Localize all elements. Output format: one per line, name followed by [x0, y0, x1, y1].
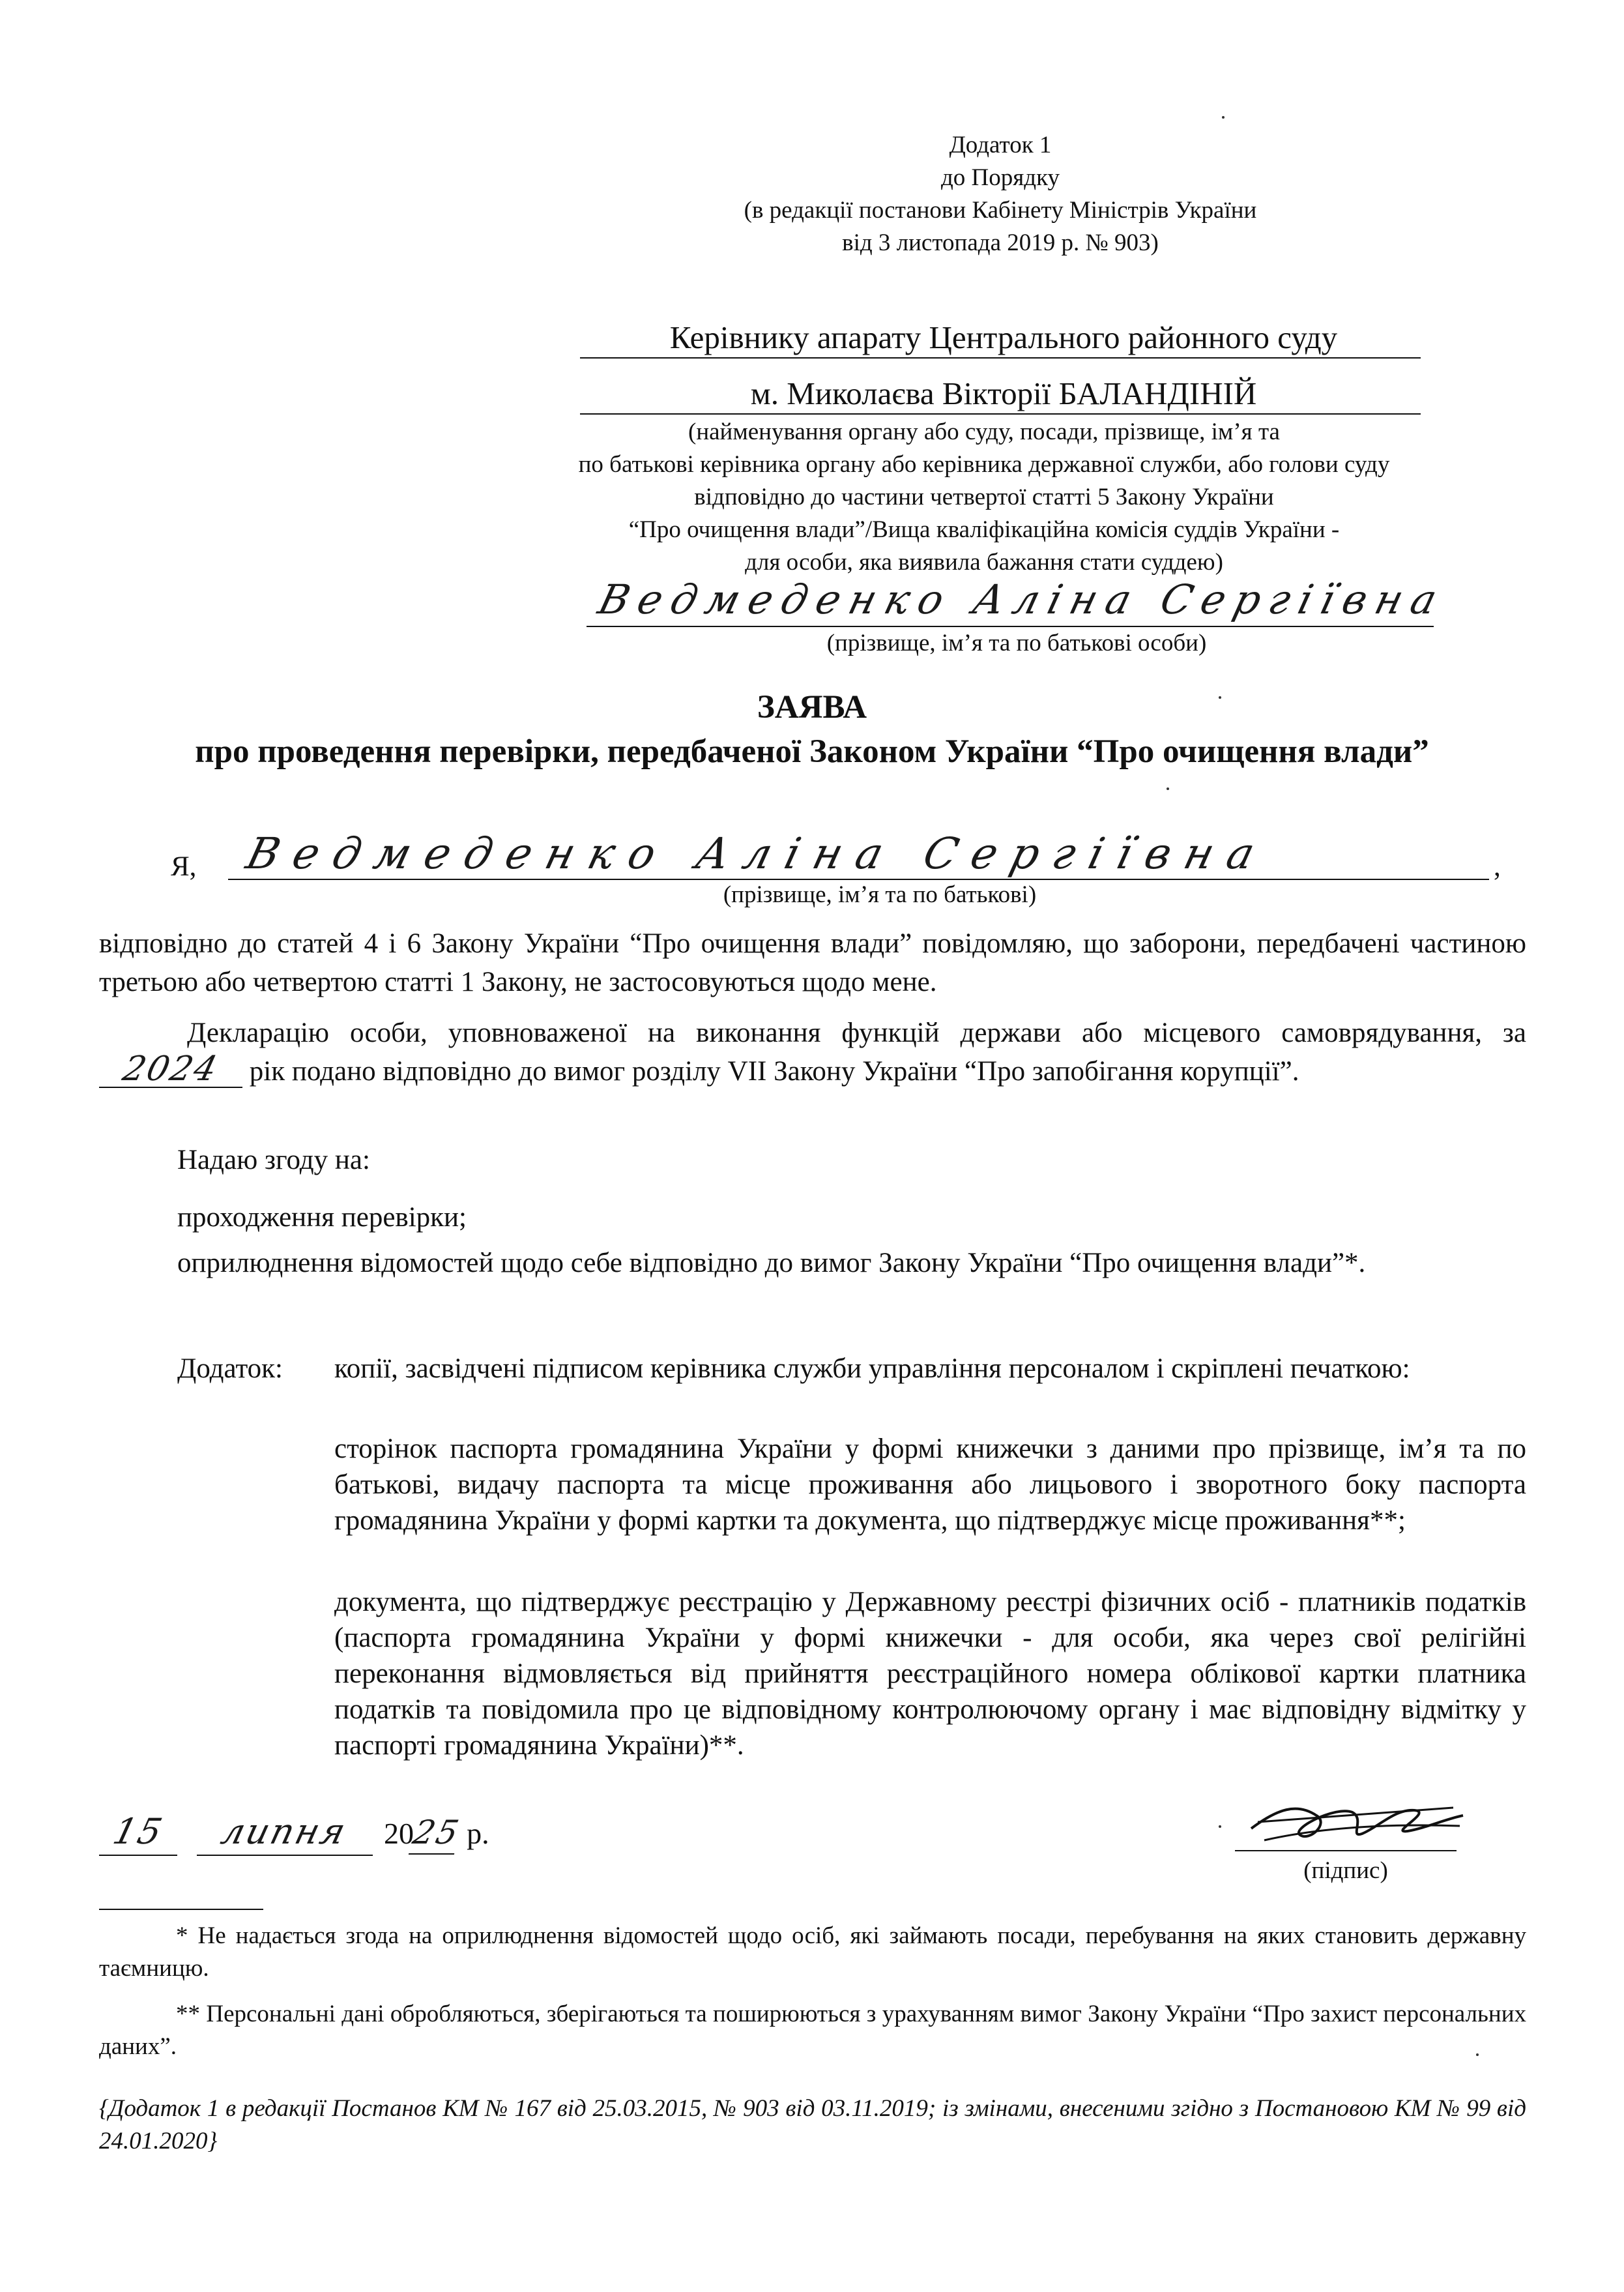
addressee-line-1: Керівнику апарату Центрального районного суду	[669, 319, 1338, 355]
addressee-note-line-2: по батькові керівника органу або керівника державної служби, або голови суду	[578, 451, 1390, 478]
document-subtitle: про проведення перевірки, передбаченої Законом України “Про очищення влади”	[195, 733, 1429, 770]
scan-speck	[1222, 116, 1225, 119]
addressee-note-line-4: “Про очищення влади”/Вища кваліфікаційна комісія суддів України -	[628, 516, 1340, 543]
consent-item-2: оприлюднення відомостей щодо себе відповідно до вимог Закону України “Про очищення влади”*.	[177, 1248, 1366, 1278]
date-day-handwriting: 15	[108, 1811, 168, 1852]
addressee-note-line-5: для особи, яка виявила бажання стати суддею)	[745, 549, 1223, 576]
declaration-year-field	[99, 1050, 242, 1089]
signature-caption: (підпис)	[1303, 1857, 1388, 1884]
scan-speck	[1476, 2053, 1479, 2056]
edition-note: {Додаток 1 в редакції Постанов КМ № 167 від 25.03.2015, № 903 від 03.11.2019; із змінами, внесеними згідно з Постановою КМ № 99 від 24.01.2020}	[99, 2095, 1526, 2154]
date-day-field	[99, 1811, 177, 1856]
statement-name-handwritten	[241, 827, 1274, 882]
footnote-separator	[99, 1909, 263, 1910]
declaration-year-handwriting: 2024	[119, 1050, 223, 1089]
statement-paragraph-1: відповідно до статей 4 і 6 Закону України “Про очищення влади” повідомляю, що заборони, передбачені частиною третьою або четвертою статті 1 Закону, не застосовуються щодо мене.	[99, 928, 1526, 997]
addressee-line-2: м. Миколаєва Вікторії БАЛАНДІНІЙ	[750, 375, 1257, 411]
footnote-1: * Не надається згода на оприлюднення відомостей щодо осіб, які займають посади, перебування на яких становить державну таємницю.	[99, 1922, 1526, 1982]
date-month-field	[197, 1811, 373, 1856]
statement-name-caption: (прізвище, ім’я та по батькові)	[723, 881, 1037, 908]
statement-paragraph-2	[99, 1014, 1526, 1091]
applicant-name-caption: (прізвище, ім’я та по батькові особи)	[826, 630, 1207, 656]
attachment-item-2: документа, що підтверджує реєстрацію у Державному реєстрі фізичних осіб - платників податків (паспорта громадянина України у формі книжечки - для особи, яка через свої релігійні переконання відмовляється від прийняття реєстраційного номера облікової картки платника податків та повідомила про це відповідному контролюючому органу і має відповідну відмітку у паспорті громадянина України)**.	[334, 1587, 1526, 1761]
addressee-underline-1	[580, 357, 1421, 359]
consent-item-1: проходження перевірки;	[177, 1202, 467, 1233]
statement-prefix: Я,	[171, 851, 197, 882]
signature-underline	[1235, 1850, 1457, 1851]
scan-speck	[1167, 787, 1169, 790]
appendix-title: Додаток 1	[949, 132, 1052, 158]
appendix-date: від 3 листопада 2019 р. № 903)	[842, 229, 1159, 256]
date-year-handwriting: 25	[409, 1812, 465, 1855]
declaration-text-end: рік подано відповідно до вимог розділу VII Закону України “Про запобігання корупції”.	[249, 1056, 1299, 1087]
document-title: ЗАЯВА	[757, 689, 867, 726]
attachment-label: Додаток:	[177, 1353, 283, 1384]
statement-comma: ,	[1494, 851, 1501, 882]
date-line	[99, 1811, 489, 1856]
date-year-suffix: р.	[467, 1817, 489, 1850]
scan-speck	[1219, 1825, 1221, 1828]
consent-intro: Надаю згоду на:	[177, 1145, 370, 1175]
appendix-edition: (в редакції постанови Кабінету Міністрів України	[744, 197, 1257, 224]
scan-speck	[1219, 696, 1221, 699]
date-year-prefix: 20	[384, 1817, 414, 1850]
addressee-note-line-1: (найменування органу або суду, посади, прізвище, ім’я та	[688, 419, 1280, 445]
attachment-item-1: сторінок паспорта громадянина України у формі книжечки з даними про прізвище, ім’я та по батькові, видачу паспорта та місце проживання або лицьового і зворотного боку паспорта громадянина України у формі картки та документа, що підтверджує місце проживання**;	[334, 1433, 1526, 1536]
appendix-header	[704, 129, 1277, 259]
appendix-subtitle: до Порядку	[940, 164, 1060, 191]
attachment-intro: копії, засвідчені підписом керівника служби управління персоналом і скріплені печаткою:	[334, 1353, 1410, 1384]
addressee-note-line-3: відповідно до частини четвертої статті 5 Закону України	[694, 484, 1274, 510]
statement-name-handwriting: Ведмеденко Аліна Сергіївна	[241, 829, 1274, 879]
declaration-text-start: Декларацію особи, уповноваженої на виконання функцій держави або місцевого самоврядування, за	[187, 1018, 1526, 1048]
addressee-note	[495, 416, 1473, 579]
date-month-handwriting: липня	[217, 1811, 352, 1852]
applicant-name-handwritten	[594, 574, 1451, 626]
applicant-name-handwriting: Ведмеденко Аліна Сергіївна	[594, 576, 1451, 623]
addressee-underline-2	[580, 413, 1421, 415]
footnote-2: ** Персональні дані обробляються, зберігаються та поширюються з урахуванням вимог Закону України “Про захист персональних даних”.	[99, 2001, 1526, 2060]
